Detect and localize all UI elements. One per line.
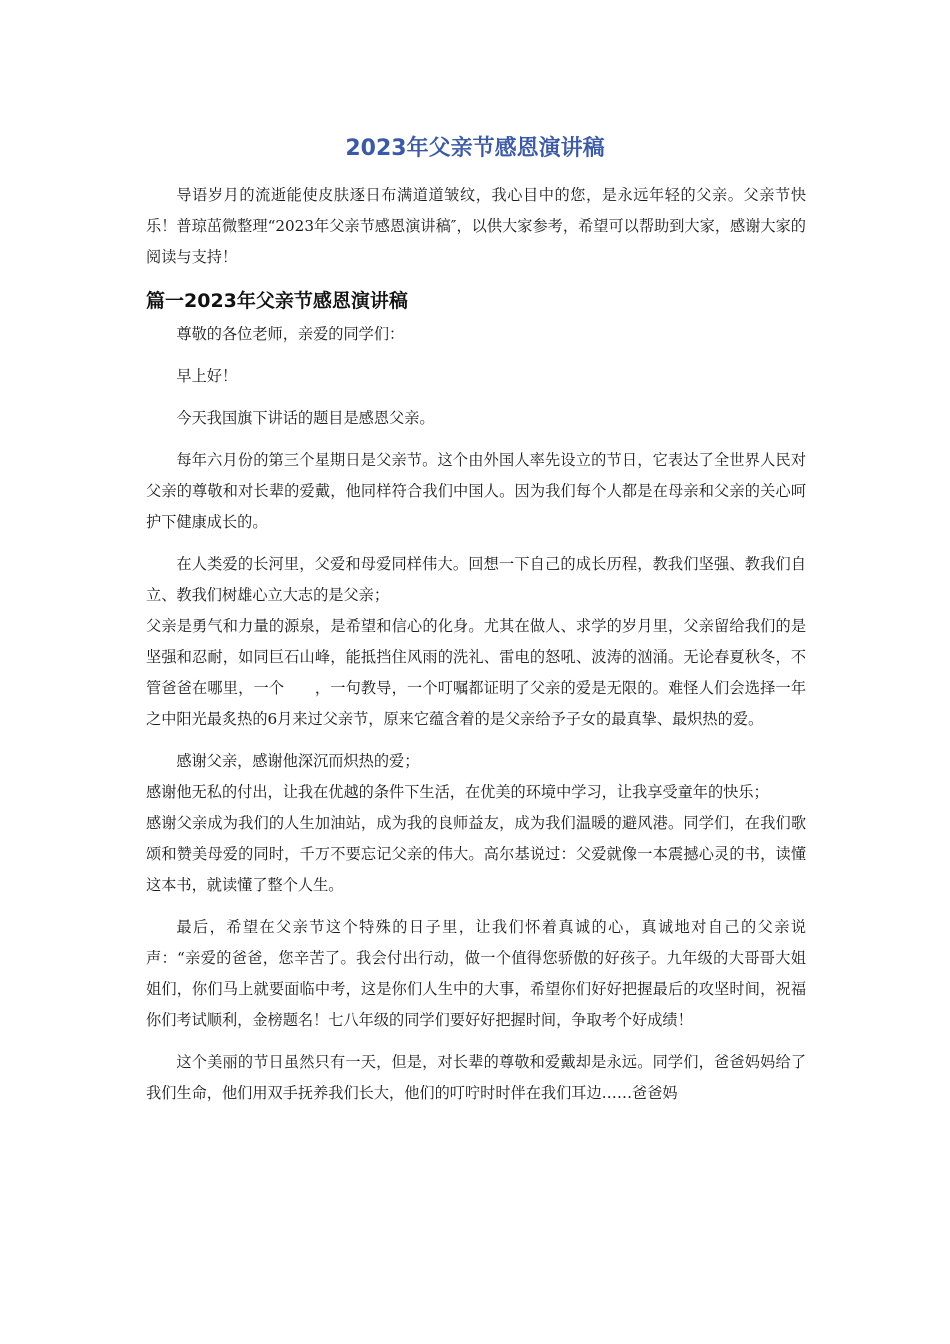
paragraph: 今天我国旗下讲话的题目是感恩父亲。 <box>176 409 435 427</box>
paragraph: 每年六月份的第三个星期日是父亲节。这个由外国人率先设立的节日，它表达了全世界人民对父亲的尊敬和对长辈的爱戴，他同样符合我们中国人。因为我们每个人都是在母亲和父亲的关心呵护下健康成长的。 <box>146 451 806 531</box>
paragraph: 父亲是勇气和力量的源泉，是希望和信心的化身。尤其在做人、求学的岁月里，父亲留给我们的是坚强和忍耐，如同巨石山峰，能抵挡住风雨的洗礼、雷电的怒吼、波涛的汹涌。无论春夏秋冬，不管爸爸在哪里，一个 ，一句教导，一个叮嘱都证明了父亲的爱是无限的。难怪人们会选择一年之中阳光最炙热的6月来过父亲节，原来它蕴含着的是父亲给予子女的最真挚、最炽热的爱。 <box>146 617 806 728</box>
paragraph: 尊敬的各位老师，亲爱的同学们： <box>176 325 405 343</box>
paragraph: 这个美丽的节日虽然只有一天，但是，对长辈的尊敬和爱戴却是永远。同学们，爸爸妈妈给了我们生命，他们用双手抚养我们长大，他们的叮咛时时伴在我们耳边……爸爸妈 <box>146 1053 806 1102</box>
section-heading: 篇一2023年父亲节感恩演讲稿 <box>146 290 408 312</box>
intro-paragraph: 导语岁月的流逝能使皮肤逐日布满道道皱纹，我心目中的您，是永远年轻的父亲。父亲节快乐！普琼茁微整理“2023年父亲节感恩演讲稿″，以供大家参考，希望可以帮助到大家，感谢大家的阅读与支持！ <box>146 186 806 266</box>
paragraph: 在人类爱的长河里，父爱和母爱同样伟大。回想一下自己的成长历程，教我们坚强、教我们自立、教我们树雄心立大志的是父亲； <box>146 555 806 604</box>
paragraph: 早上好！ <box>176 367 238 385</box>
document-body <box>146 180 806 1120</box>
document-title: 2023年父亲节感恩演讲稿 <box>345 136 605 161</box>
paragraph: 感谢父亲，感谢他深沉而炽热的爱； <box>176 752 420 770</box>
paragraph: 感谢他无私的付出，让我在优越的条件下生活，在优美的环境中学习，让我享受童年的快乐； <box>146 783 769 801</box>
paragraph: 最后，希望在父亲节这个特殊的日子里，让我们怀着真诚的心，真诚地对自己的父亲说声：“亲爱的爸爸，您辛苦了。我会付出行动，做一个值得您骄傲的好孩子。九年级的大哥哥大姐姐们，你们马上就要面临中考，这是你们人生中的大事，希望你们好好把握最后的攻坚时间，祝福你们考试顺利，金榜题名！七八年级的同学们要好好把握时间，争取考个好成绩！ <box>146 918 806 1029</box>
paragraph: 感谢父亲成为我们的人生加油站，成为我的良师益友，成为我们温暖的避风港。同学们，在我们歌颂和赞美母爱的同时，千万不要忘记父亲的伟大。高尔基说过：父爱就像一本震撼心灵的书，读懂这本书，就读懂了整个人生。 <box>146 814 806 894</box>
